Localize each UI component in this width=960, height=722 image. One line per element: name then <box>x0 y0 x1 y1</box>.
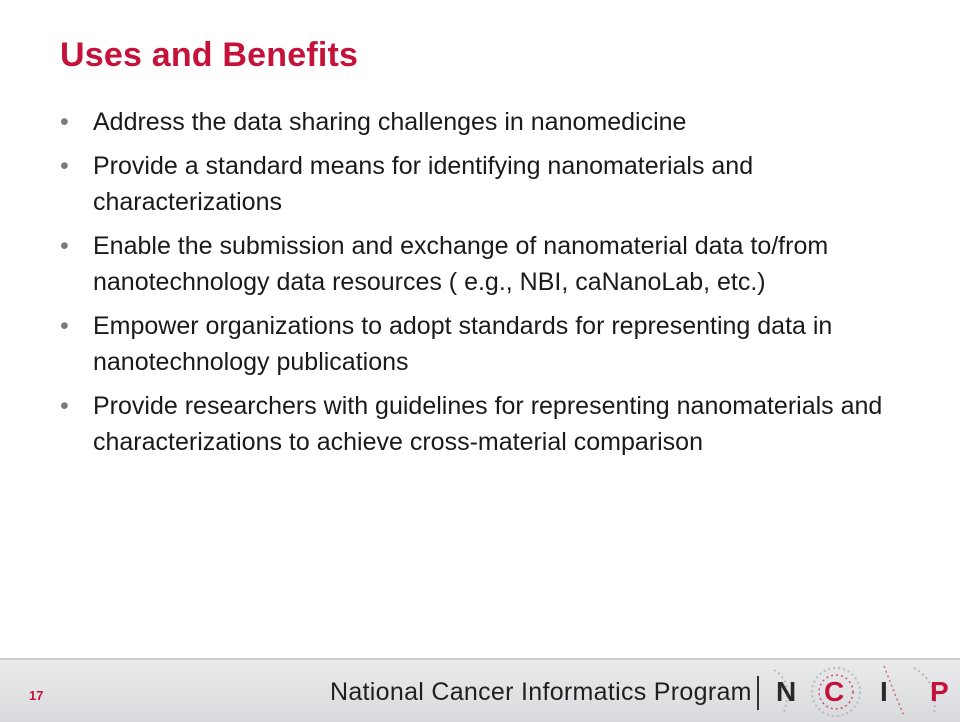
bullet-marker: • <box>60 392 69 420</box>
slide-title: Uses and Benefits <box>60 36 359 74</box>
page-number: 17 <box>29 688 44 703</box>
bullet-item <box>60 148 920 220</box>
bullet-text: Enable the submission and exchange of nanomaterial data to/from nanotechnology data resources ( e.g., NBI, caNanoLab, etc.) <box>93 232 829 296</box>
footer-divider <box>757 676 759 710</box>
bullet-text: Address the data sharing challenges in nanomedicine <box>93 108 687 136</box>
program-name: National Cancer Informatics Program <box>330 678 752 706</box>
bullet-item <box>60 308 920 380</box>
ncip-logo <box>764 662 960 720</box>
footer-bar <box>0 658 960 722</box>
bullet-item <box>60 104 920 140</box>
bullet-item <box>60 228 920 300</box>
bullet-marker: • <box>60 232 69 260</box>
bullet-marker: • <box>60 108 69 136</box>
logo-letter-n: N <box>776 676 797 707</box>
bullet-text: Provide a standard means for identifying nanomaterials and characterizations <box>93 152 754 216</box>
bullet-marker: • <box>60 152 69 180</box>
logo-letter-i: I <box>880 676 888 707</box>
logo-letter-p: P <box>930 676 949 707</box>
bullet-text: Empower organizations to adopt standards for representing data in nanotechnology publications <box>93 312 833 376</box>
bullet-item <box>60 388 920 460</box>
bullet-marker: • <box>60 312 69 340</box>
bullet-text: Provide researchers with guidelines for representing nanomaterials and characterizations to achieve cross-material comparison <box>93 392 883 456</box>
bullet-list <box>60 104 920 468</box>
logo-letter-c: C <box>824 676 845 707</box>
